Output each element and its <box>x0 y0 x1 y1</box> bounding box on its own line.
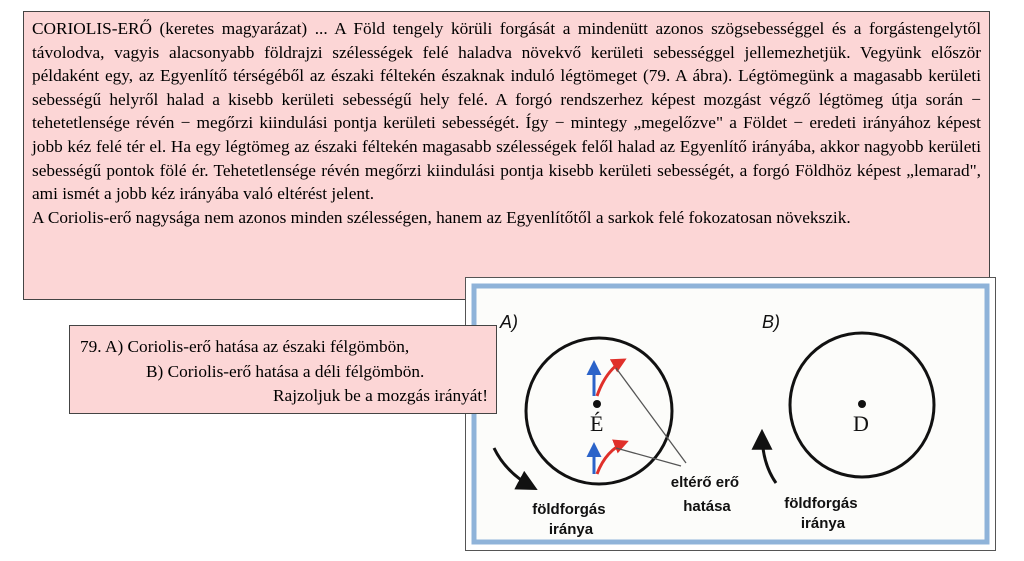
effect-label: eltérő erő hatása <box>670 474 740 515</box>
rotation-label-a: földforgás iránya <box>532 501 606 538</box>
explanation-box <box>23 11 990 300</box>
figure-caption <box>69 325 497 414</box>
globe-a-pole-dot <box>593 400 601 408</box>
globe-b-pole-dot <box>858 400 866 408</box>
explanation-paragraph-2: A Coriolis-erő nagysága nem azonos minden szélességen, hanem az Egyenlítőtől a sarkok felé fokozatosan növekszik. <box>32 207 851 227</box>
explanation-paragraph-1: CORIOLIS-ERŐ (keretes magyarázat) ... A Föld tengely körüli forgását a mindenütt azonos szögsebességgel és a forgástengelytől távolodva, vagyis alacsonyabb földrajzi szélességek felé haladva növekvő kerületi sebességgel jellemezhetjük. Vegyünk először példaként egy, az Egyenlítő térségéből az északi féltekén északnak induló légtömeget (79. A ábra). Légtömegünk a magasabb kerületi sebességű helyről halad a kisebb kerületi sebességű hely felé. A forgó rendszerhez képest mozgást végző légtömeg útja során − tehetetlensége révén − megőrzi kiindulási pontja kerületi sebességét. Így − mintegy „megelőzve" a Földet − eredeti irányához képest jobb kéz felé tér el. Ha egy légtömeg az északi féltekén magasabb szélességek felől halad az Egyenlítő irányába, akkor nagyobb kerületi sebességű pontok fölé ér. Tehetetlensége révén megőrzi kiindulási pontja kisebb kerületi sebességét, a forgó Földhöz képest „lemarad", ami ismét a jobb kéz irányába való eltérést jelent. <box>32 19 981 204</box>
figure-label-b: B) <box>762 312 780 332</box>
rotation-label-b: földforgás iránya <box>784 495 858 532</box>
globe-a-pole-label: É <box>590 411 604 436</box>
caption-line-3: Rajzoljuk be a mozgás irányát! <box>273 386 488 405</box>
caption-line-2: B) Coriolis-erő hatása a déli félgömbön. <box>146 361 425 381</box>
figure-label-a: A) <box>500 312 518 332</box>
caption-line-1: 79. A) Coriolis-erő hatása az északi félgömbön, <box>80 337 410 356</box>
globe-b-pole-label: D <box>853 411 869 436</box>
coriolis-figure <box>465 277 996 551</box>
